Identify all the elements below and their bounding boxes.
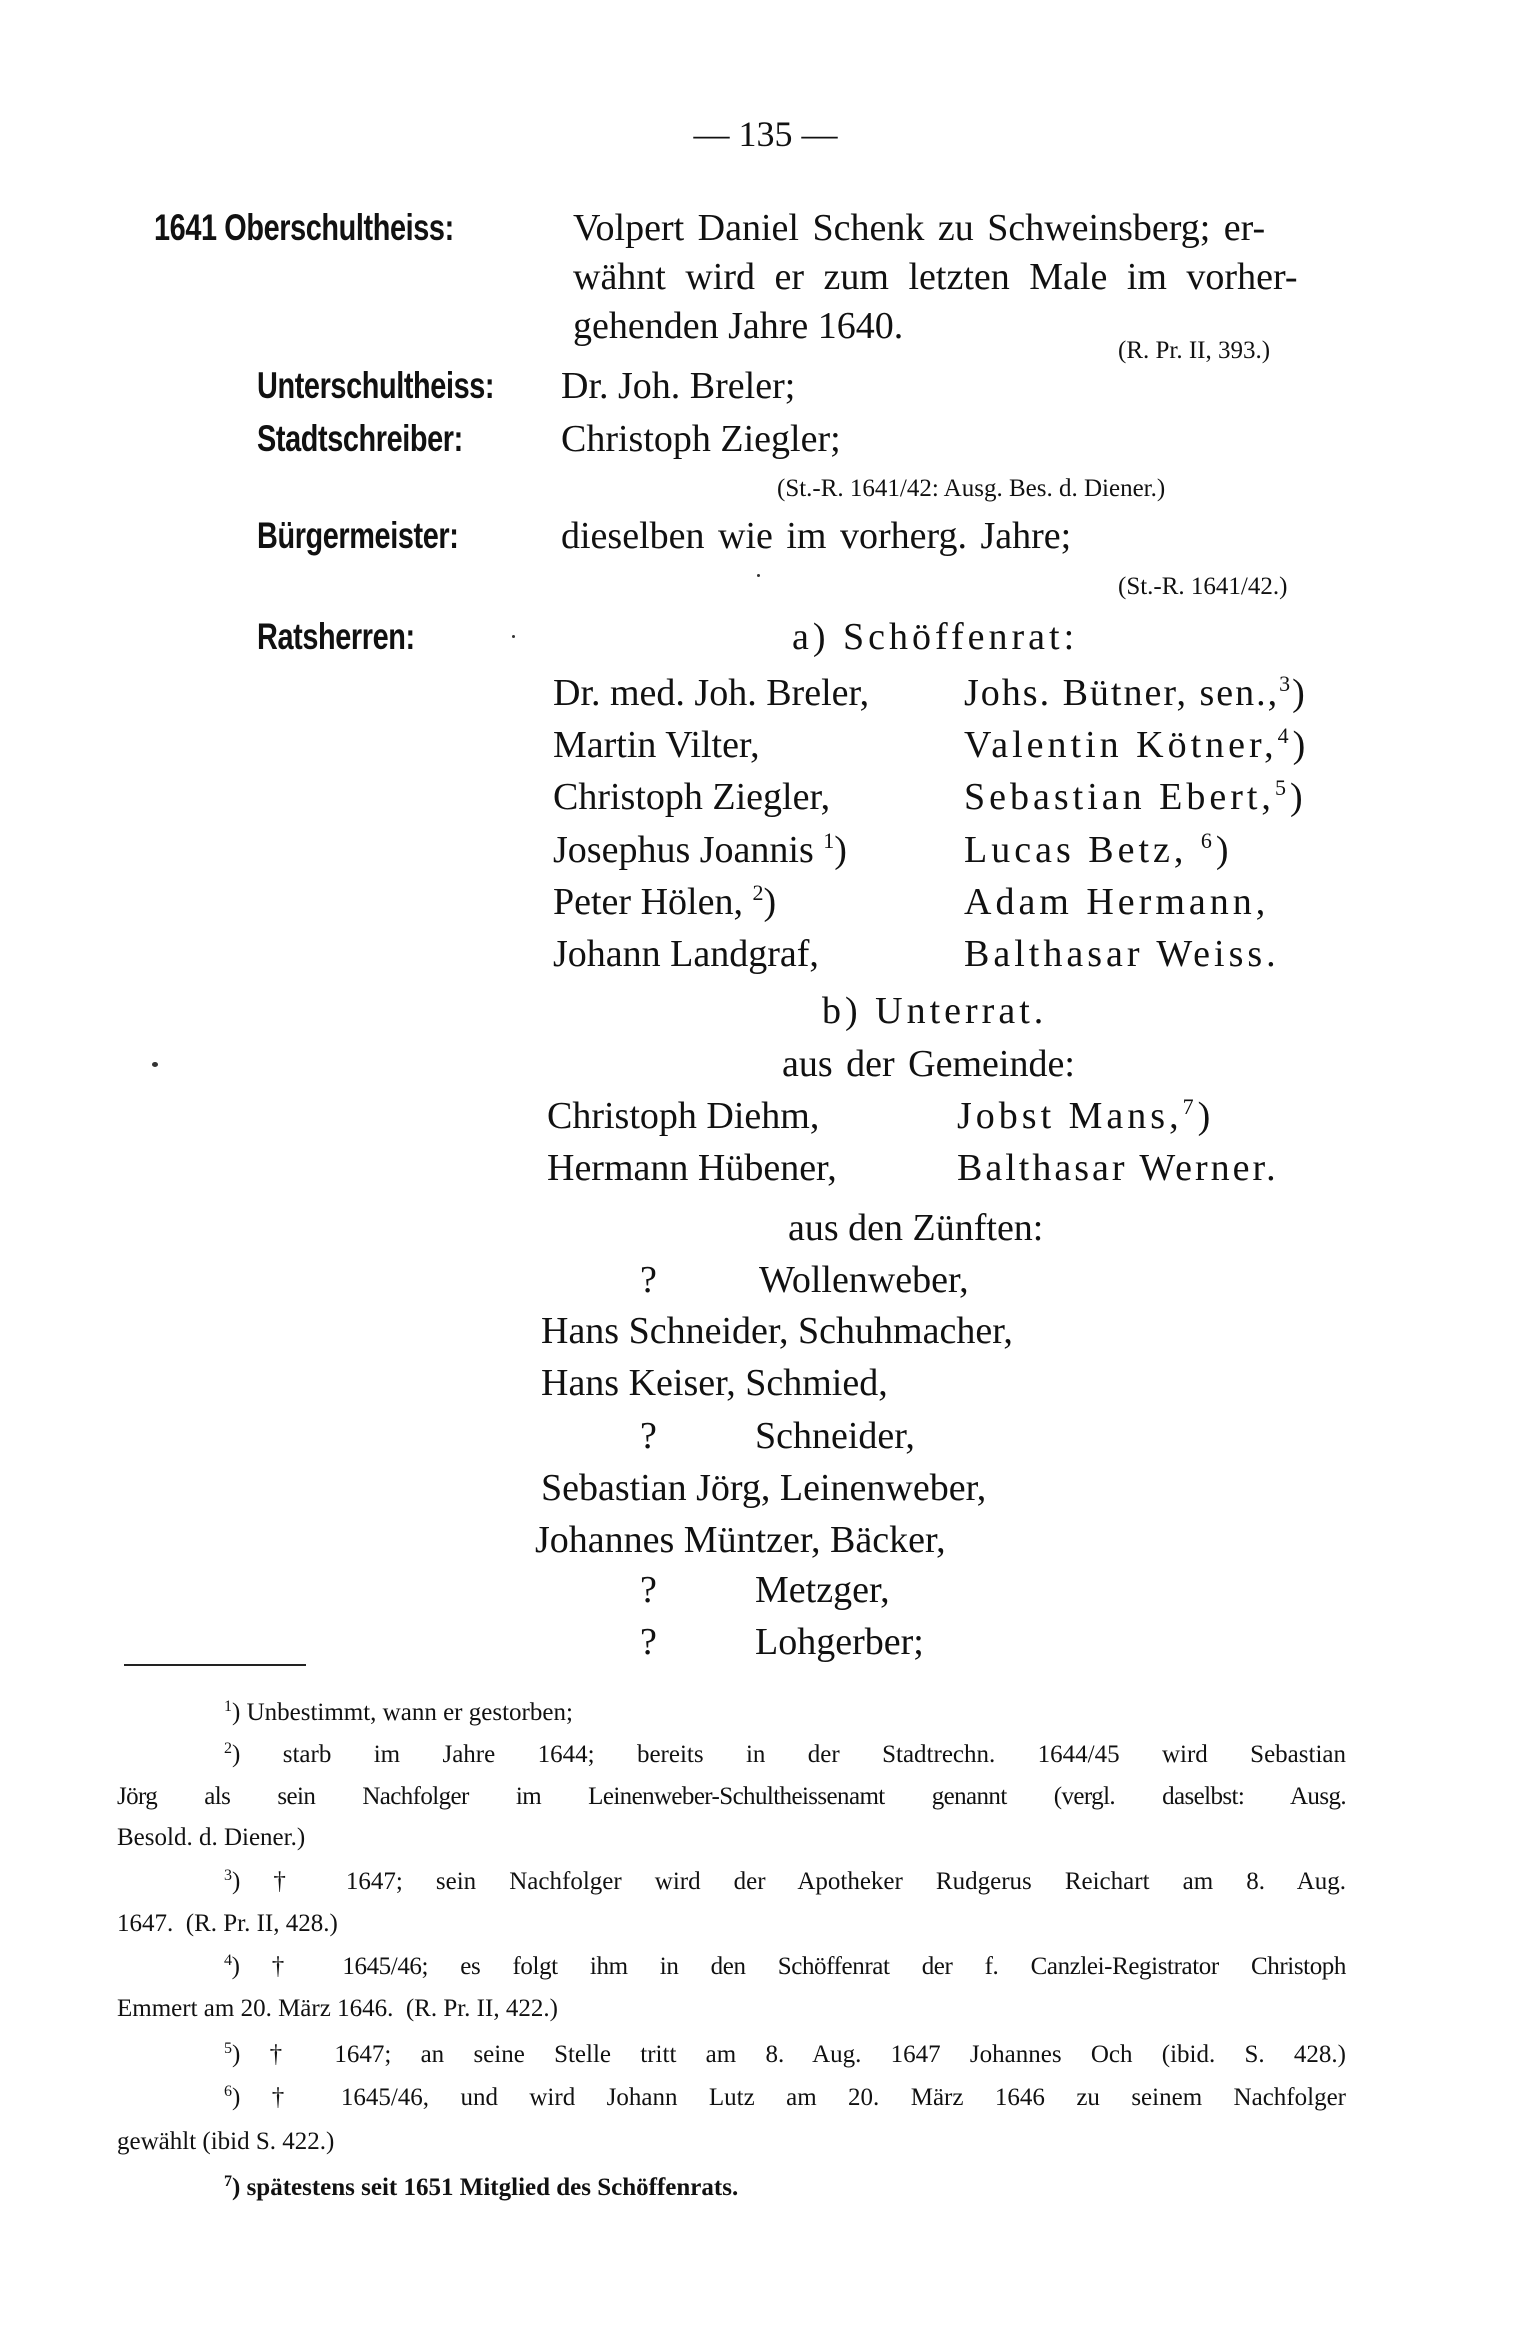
page-number: — 135 — — [693, 114, 838, 154]
unterrat-heading: b) Unterrat. — [822, 990, 1048, 1032]
oberschultheiss-line-2: wähnt wird er zum letzten Male im vorher- — [573, 256, 1298, 298]
footnote-5: $^5$) † 1647; an seine Stelle tritt am 8. Aug. 1647 Johannes Och (ibid. S. 428.) — [224, 2040, 1346, 2068]
schoeffenrat-right-item: Balthasar Weiss. — [964, 933, 1280, 975]
footnote-6-line-2: gewählt (ibid S. 422.) — [117, 2128, 335, 2155]
zunft-trade: Schneider, — [755, 1415, 915, 1457]
schoeffenrat-left-item — [553, 880, 776, 924]
name: Josephus Joannis — [553, 829, 814, 871]
zunft-trade: Bäcker, — [830, 1519, 946, 1561]
oberschultheiss-reference: (R. Pr. II, 393.) — [1118, 337, 1271, 364]
zunft-trade: Lohgerber; — [755, 1621, 924, 1663]
bracket: ) — [1215, 829, 1233, 871]
footnote-mark: 5 — [224, 2040, 232, 2057]
footnote-divider — [124, 1664, 306, 1666]
zunft-name: ? — [640, 1259, 657, 1301]
footnote-4-line-2: Emmert am 20. März 1646. (R. Pr. II, 422.) — [117, 1995, 558, 2022]
footnote-ref[interactable]: 5 — [1274, 775, 1290, 800]
footnote-text: † 1645/46, und wird Johann Lutz am 20. März 1646 zu seinem Nachfolger — [271, 2084, 1347, 2111]
footnote-text: spätestens seit 1651 Mitglied des Schöffenrats. — [246, 2174, 739, 2201]
zunft-row — [541, 1361, 888, 1405]
footnote-3-line-2: 1647. (R. Pr. II, 428.) — [117, 1910, 338, 1937]
footnote-ref[interactable]: 2 — [752, 880, 764, 905]
footnote-text: † 1645/46; es folgt ihm in den Schöffenrat der f. Canzlei-Registrator Christoph — [271, 1953, 1346, 1980]
schoeffenrat-right-item — [964, 828, 1233, 872]
ratsherren-label: Ratsherren: — [257, 616, 415, 657]
gemeinde-right-item: Balthasar Werner. — [957, 1147, 1279, 1189]
footnote-ref[interactable]: 6 — [1200, 828, 1216, 853]
unterschultheiss-label: Unterschultheiss: — [257, 365, 495, 406]
footnote-7: $^7$) spätestens seit 1651 Mitglied des Schöffenrats. — [224, 2173, 739, 2201]
name: Lucas Betz, — [964, 829, 1188, 871]
footnote-mark: 2 — [224, 1740, 232, 1757]
bracket: ) — [763, 881, 777, 923]
oberschultheiss-line-1: Volpert Daniel Schenk zu Schweinsberg; er- — [573, 207, 1266, 249]
zunft-name: Sebastian Jörg, — [541, 1467, 771, 1509]
zunft-name: ? — [640, 1621, 657, 1663]
footnote-mark: 3 — [224, 1867, 232, 1884]
footnote-mark: 6 — [224, 2083, 232, 2100]
entry-year-label — [154, 206, 454, 250]
buergermeister-label: Bürgermeister: — [257, 515, 459, 556]
footnote-3: $^3$) † 1647; sein Nachfolger wird der Apotheker Rudgerus Reichart am 8. Aug. — [224, 1867, 1347, 1895]
bracket: ) — [1197, 1095, 1215, 1137]
footnote-text: † 1647; an seine Stelle tritt am 8. Aug. 1647 Johannes Och (ibid. S. 428.) — [269, 2041, 1346, 2068]
footnote-6: $^6$) † 1645/46, und wird Johann Lutz am 20. März 1646 zu seinem Nachfolger — [224, 2083, 1347, 2111]
name: Valentin Kötner, — [964, 724, 1278, 766]
oberschultheiss-line-3: gehenden Jahre 1640. — [573, 305, 904, 347]
footnote-ref[interactable]: 4 — [1277, 723, 1293, 748]
bracket: ) — [834, 829, 847, 871]
name: Johs. Bütner, sen., — [964, 672, 1280, 714]
footnote-2-line-3: Besold. d. Diener.) — [117, 1824, 306, 1851]
schoeffenrat-left-item: Martin Vilter, — [553, 724, 760, 766]
buergermeister-reference: (St.-R. 1641/42.) — [1118, 573, 1288, 600]
zunft-name: ? — [640, 1415, 657, 1457]
footnote-mark: 1 — [224, 1698, 232, 1715]
schoeffenrat-left-item: Christoph Ziegler, — [553, 776, 831, 818]
footnote-ref[interactable]: 7 — [1182, 1094, 1198, 1119]
gemeinde-left-item: Christoph Diehm, — [547, 1095, 820, 1137]
print-speck — [152, 1062, 158, 1067]
footnote-text: starb im Jahre 1644; bereits in der Stadtrechn. 1644/45 wird Sebastian — [282, 1741, 1346, 1768]
gemeinde-heading: aus der Gemeinde: — [782, 1043, 1075, 1085]
schoeffenrat-left-item — [553, 828, 847, 872]
stadtschreiber-label: Stadtschreiber: — [257, 418, 463, 459]
footnote-mark: 7 — [224, 2173, 232, 2190]
footnote-1: $^1$) Unbestimmt, wann er gestorben; — [224, 1698, 573, 1726]
zunft-trade: Schmied, — [745, 1362, 888, 1404]
schoeffenrat-right-item: Adam Hermann, — [964, 881, 1270, 923]
zunft-name: Hans Schneider, — [541, 1310, 789, 1352]
zunft-trade: Metzger, — [755, 1569, 890, 1611]
year: 1641 — [154, 207, 217, 248]
gemeinde-right-item — [957, 1094, 1214, 1138]
bracket: ) — [1292, 724, 1310, 766]
oberschultheiss-label: Oberschultheiss: — [224, 207, 454, 248]
footnote-mark: 4 — [224, 1952, 232, 1969]
zunft-trade: Leinenweber, — [779, 1467, 987, 1509]
footnote-text: † 1647; sein Nachfolger wird der Apotheker Rudgerus Reichart am 8. Aug. — [273, 1868, 1347, 1895]
bracket: ) — [1292, 672, 1307, 714]
unterschultheiss-value: Dr. Joh. Breler; — [561, 365, 796, 407]
zunft-trade: Wollenweber, — [759, 1259, 969, 1301]
buergermeister-value: dieselben wie im vorherg. Jahre; — [561, 515, 1072, 557]
stadtschreiber-reference: (St.-R. 1641/42: Ausg. Bes. d. Diener.) — [777, 475, 1166, 502]
bracket: ) — [1289, 776, 1307, 818]
schoeffenrat-right-item — [964, 671, 1307, 715]
footnote-4: $^4$) † 1645/46; es folgt ihm in den Schöffenrat der f. Canzlei-Registrator Christoph — [224, 1952, 1346, 1980]
zunft-row — [535, 1518, 946, 1562]
zunft-row — [541, 1309, 1013, 1353]
schoeffenrat-right-item — [964, 775, 1307, 819]
footnote-ref[interactable]: 3 — [1279, 671, 1293, 696]
name: Jobst Mans, — [957, 1095, 1183, 1137]
print-speck — [757, 574, 760, 577]
schoeffenrat-right-item — [964, 723, 1309, 767]
schoeffenrat-left-item: Johann Landgraf, — [553, 933, 819, 975]
zunft-row — [541, 1466, 986, 1510]
zunft-name: Hans Keiser, — [541, 1362, 736, 1404]
zunft-name: Johannes Müntzer, — [535, 1519, 821, 1561]
name: Sebastian Ebert, — [964, 776, 1275, 818]
zunft-trade: Schuhmacher, — [798, 1310, 1013, 1352]
footnote-2-line-2: Jörg als sein Nachfolger im Leinenweber-Schultheissenamt genannt (vergl. daselbst: Ausg. — [117, 1783, 1346, 1810]
footnote-text: Unbestimmt, wann er gestorben; — [246, 1699, 573, 1726]
name: Peter Hölen, — [553, 881, 743, 923]
gemeinde-left-item: Hermann Hübener, — [547, 1147, 837, 1189]
stadtschreiber-value: Christoph Ziegler; — [561, 418, 841, 460]
zuenfte-heading: aus den Zünften: — [788, 1207, 1044, 1249]
zunft-name: ? — [640, 1569, 657, 1611]
schoeffenrat-left-item: Dr. med. Joh. Breler, — [553, 672, 870, 714]
footnote-ref[interactable]: 1 — [823, 828, 835, 853]
footnote-2: $^2$) starb im Jahre 1644; bereits in der Stadtrechn. 1644/45 wird Sebastian — [224, 1740, 1346, 1768]
schoeffenrat-heading: a) Schöffenrat: — [792, 616, 1079, 658]
print-speck — [512, 635, 515, 638]
